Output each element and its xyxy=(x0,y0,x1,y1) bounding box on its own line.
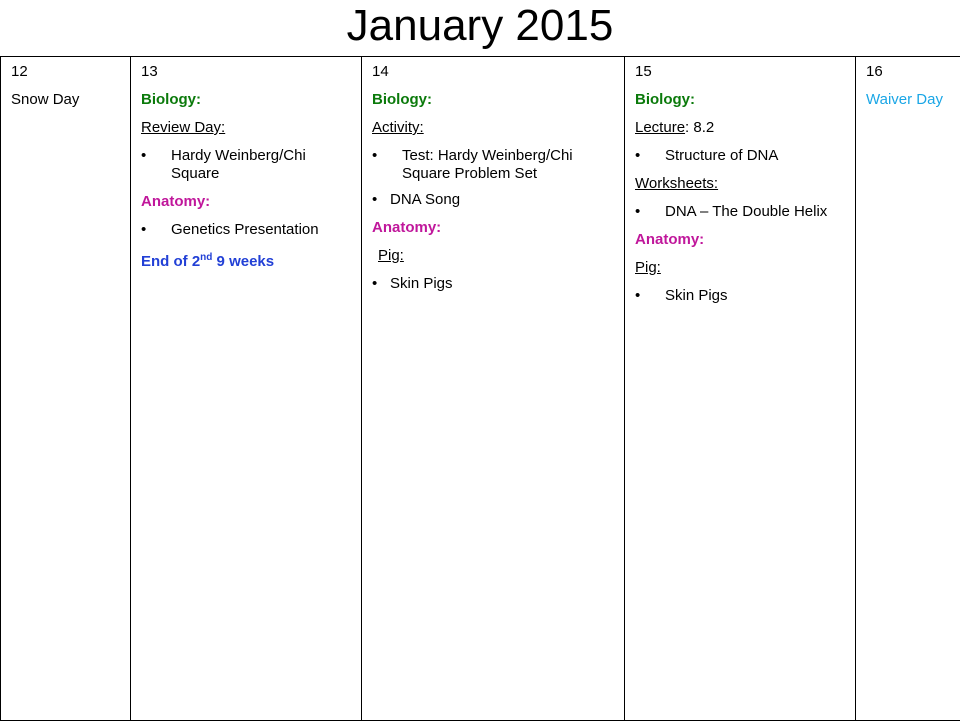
list-item-text: Hardy Weinberg/Chi Square xyxy=(171,147,306,182)
biology-list xyxy=(372,147,616,209)
day-number: 16 xyxy=(866,63,952,81)
day-cell-14 xyxy=(362,57,625,721)
list-item xyxy=(635,287,847,305)
bullet-icon: • xyxy=(635,147,640,165)
anatomy-subheading: Pig: xyxy=(635,259,847,277)
end-of-term-prefix: End of 2 xyxy=(141,253,200,270)
lecture-label: Lecture xyxy=(635,119,685,136)
worksheets-label: Worksheets: xyxy=(635,175,847,193)
list-item-text: Structure of DNA xyxy=(665,147,778,164)
bullet-icon: • xyxy=(372,275,377,293)
list-item xyxy=(141,221,353,239)
worksheet-list xyxy=(635,203,847,221)
list-item-text: Skin Pigs xyxy=(665,287,728,304)
lecture-line xyxy=(635,119,847,137)
biology-heading: Biology: xyxy=(635,91,847,109)
day-cell-13 xyxy=(131,57,362,721)
bullet-icon: • xyxy=(635,203,640,221)
lecture-list xyxy=(635,147,847,165)
anatomy-list xyxy=(635,287,847,305)
list-item-text: Test: Hardy Weinberg/Chi Square Problem Set xyxy=(402,147,573,182)
list-item xyxy=(372,191,616,209)
anatomy-heading: Anatomy: xyxy=(635,231,847,249)
bullet-icon: • xyxy=(372,147,377,165)
anatomy-list xyxy=(141,221,353,239)
day-cell-16 xyxy=(856,57,960,721)
list-item-text: DNA Song xyxy=(390,191,460,208)
list-item-text: DNA – The Double Helix xyxy=(665,203,827,220)
biology-list xyxy=(141,147,353,183)
list-item-text: Genetics Presentation xyxy=(171,221,319,238)
biology-heading: Biology: xyxy=(141,91,353,109)
end-of-term-ordinal: nd xyxy=(200,252,212,263)
day-cell-15 xyxy=(625,57,856,721)
calendar-week-row xyxy=(1,57,960,721)
day-number: 14 xyxy=(372,63,616,81)
page-title: January 2015 xyxy=(0,0,960,56)
anatomy-list xyxy=(372,275,616,293)
anatomy-heading: Anatomy: xyxy=(372,219,616,237)
list-item-text: Skin Pigs xyxy=(390,275,453,292)
end-of-term-suffix: 9 weeks xyxy=(212,253,274,270)
list-item xyxy=(635,203,847,221)
biology-subheading: Review Day: xyxy=(141,119,353,137)
lecture-value: : 8.2 xyxy=(685,119,714,136)
day-number: 12 xyxy=(11,63,122,81)
day-number: 15 xyxy=(635,63,847,81)
list-item xyxy=(372,147,616,183)
day-note: Snow Day xyxy=(11,91,122,109)
bullet-icon: • xyxy=(141,147,146,165)
bullet-icon: • xyxy=(635,287,640,305)
list-item xyxy=(372,275,616,293)
biology-subheading: Activity: xyxy=(372,119,616,137)
anatomy-heading: Anatomy: xyxy=(141,193,353,211)
biology-heading: Biology: xyxy=(372,91,616,109)
list-item xyxy=(635,147,847,165)
bullet-icon: • xyxy=(372,191,377,209)
day-number: 13 xyxy=(141,63,353,81)
day-cell-12 xyxy=(1,57,131,721)
calendar-week-table xyxy=(0,56,960,721)
day-note: Waiver Day xyxy=(866,91,952,109)
anatomy-subheading: Pig: xyxy=(372,247,616,265)
bullet-icon: • xyxy=(141,221,146,239)
end-of-term-note xyxy=(141,249,353,271)
list-item xyxy=(141,147,353,183)
